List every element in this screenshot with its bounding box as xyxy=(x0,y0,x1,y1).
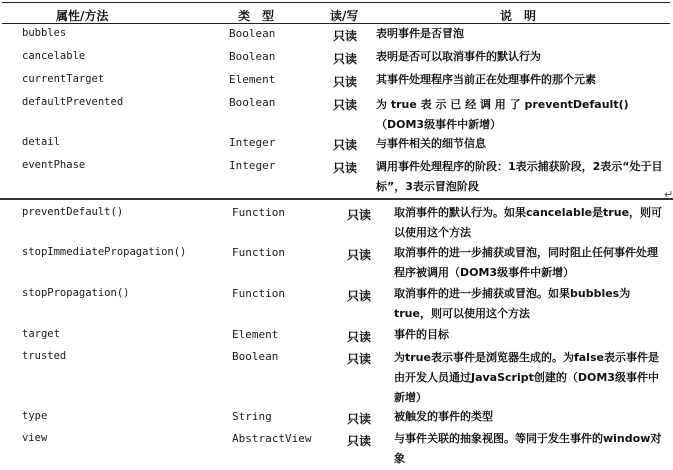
property-rw: 只读 xyxy=(347,330,372,344)
property-type: Integer xyxy=(229,159,276,172)
property-rw: 只读 xyxy=(333,161,358,175)
property-desc: 与事件关联的抽象视图。等同于发生事件的window对象 xyxy=(394,432,662,465)
property-type: Boolean xyxy=(232,350,279,363)
property-desc: 其事件处理程序当前正在处理事件的那个元素 xyxy=(376,73,596,86)
property-name: preventDefault() xyxy=(22,206,124,218)
property-type: Boolean xyxy=(229,27,276,40)
header-desc: 说 明 xyxy=(500,9,537,23)
property-type: Element xyxy=(229,73,276,86)
property-desc: 取消事件的默认行为。如果cancelable是true，则可以使用这个方法 xyxy=(394,206,663,239)
property-desc: 与事件相关的细节信息 xyxy=(376,137,486,150)
property-name: stopImmediatePropagation() xyxy=(22,246,187,258)
property-type: Function xyxy=(232,246,285,259)
table-top-rule xyxy=(2,2,670,3)
property-type: AbstractView xyxy=(232,432,312,445)
property-desc: 调用事件处理程序的阶段：1表示捕获阶段，2表示“处于目标”，3表示冒泡阶段 xyxy=(376,160,663,193)
property-rw: 只读 xyxy=(333,98,358,112)
property-desc: 事件的目标 xyxy=(394,328,449,341)
section-divider xyxy=(0,198,673,200)
property-type: Boolean xyxy=(229,50,276,63)
property-desc: 表明事件是否冒泡 xyxy=(376,27,464,40)
property-type: Function xyxy=(232,206,285,219)
property-name: eventPhase xyxy=(22,159,86,171)
property-rw: 只读 xyxy=(347,289,372,303)
property-name: trusted xyxy=(22,350,67,362)
property-type: Element xyxy=(232,328,279,341)
property-rw: 只读 xyxy=(333,138,358,152)
property-desc: 为true表示事件是浏览器生成的。为false表示事件是由开发人员通过JavaScript创建的（DOM3级事件中新增） xyxy=(394,351,659,404)
property-desc: 为 true 表 示 已 经 调 用 了 preventDefault() （DOM3级事件中新增） xyxy=(376,98,629,131)
property-desc: 表明是否可以取消事件的默认行为 xyxy=(376,50,541,63)
property-type: Integer xyxy=(229,136,276,149)
scan-arrow-mark: ↵ xyxy=(664,188,673,201)
property-rw: 只读 xyxy=(347,434,372,448)
property-rw: 只读 xyxy=(347,248,372,262)
property-rw: 只读 xyxy=(347,208,372,222)
property-desc: 取消事件的进一步捕获或冒泡。如果bubbles为true，则可以使用这个方法 xyxy=(394,287,631,320)
table-header xyxy=(0,4,673,22)
property-name: cancelable xyxy=(22,50,86,62)
property-name: target xyxy=(22,328,60,340)
header-rw: 读/写 xyxy=(330,9,359,23)
property-rw: 只读 xyxy=(333,52,358,66)
header-type: 类 型 xyxy=(238,9,275,23)
property-name: currentTarget xyxy=(22,73,105,85)
property-rw: 只读 xyxy=(333,75,358,89)
property-rw: 只读 xyxy=(347,412,372,426)
property-name: type xyxy=(22,410,48,422)
property-desc: 取消事件的进一步捕获或冒泡，同时阻止任何事件处理程序被调用（DOM3级事件中新增） xyxy=(394,246,658,279)
property-rw: 只读 xyxy=(333,29,358,43)
property-name: bubbles xyxy=(22,27,67,39)
property-name: defaultPrevented xyxy=(22,96,124,108)
property-type: Function xyxy=(232,287,285,300)
property-name: view xyxy=(22,432,48,444)
property-name: stopPropagation() xyxy=(22,287,130,299)
property-type: String xyxy=(232,410,272,423)
property-name: detail xyxy=(22,136,60,148)
property-type: Boolean xyxy=(229,96,276,109)
property-rw: 只读 xyxy=(347,352,372,366)
header-name: 属性/方法 xyxy=(56,9,109,23)
property-desc: 被触发的事件的类型 xyxy=(394,410,493,423)
